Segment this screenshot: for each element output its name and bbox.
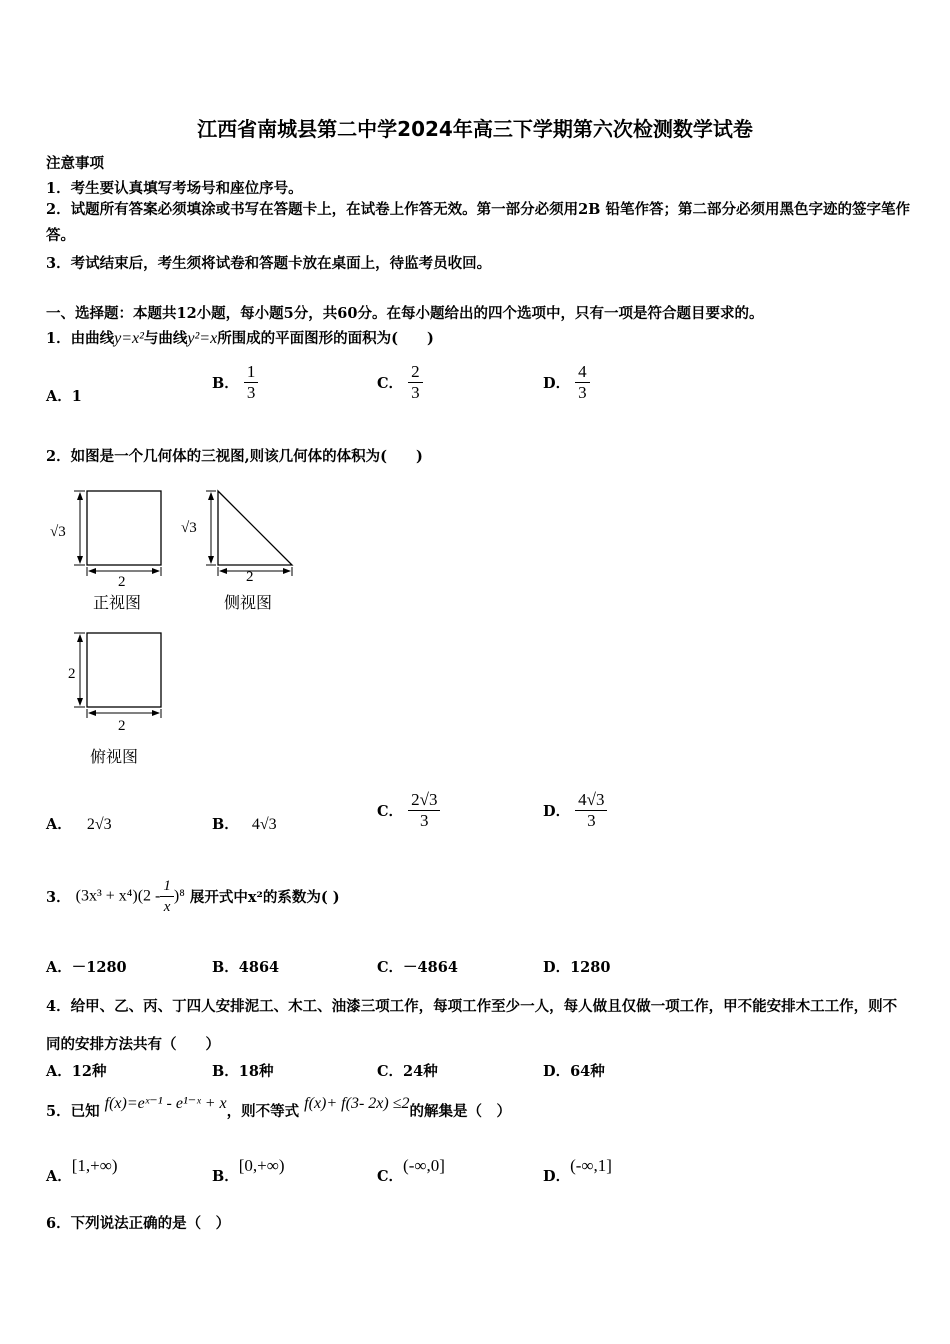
q3-option-d[interactable] (543, 956, 610, 977)
q3-expr-b: )⁸ (173, 887, 185, 905)
top-view (68, 633, 161, 766)
q1-curve-1: y=x² (114, 330, 144, 347)
q3-frac-num: 1 (160, 876, 174, 897)
q3-number: 3． (46, 889, 71, 906)
q3-option-c-label: C． (377, 959, 404, 976)
top-height-label: 2 (68, 666, 76, 682)
q5-option-a-value: [1,+∞) (71, 1156, 118, 1175)
q1-option-a-label: A． (46, 388, 72, 405)
q5-option-c[interactable] (377, 1155, 445, 1185)
q3-option-a-value: －1280 (71, 959, 127, 976)
q3-option-a-label: A． (46, 959, 72, 976)
q1-option-a[interactable] (46, 385, 82, 406)
question-3-stem (46, 876, 340, 917)
side-width-label: 2 (246, 569, 254, 585)
q1-option-c-fraction (408, 362, 423, 403)
q4-option-a-label: A． (46, 1063, 72, 1080)
q1-option-b-fraction (244, 362, 259, 403)
q1-option-d[interactable] (543, 362, 590, 403)
q2-option-c-fraction (408, 790, 440, 831)
q2-option-c-den: 3 (420, 811, 429, 830)
q1-option-d-label: D． (543, 375, 571, 392)
q4-option-b[interactable] (212, 1060, 273, 1081)
q1-option-d-fraction (575, 362, 590, 403)
question-2-stem: 2．如图是一个几何体的三视图,则该几何体的体积为( ) (46, 448, 423, 465)
side-height-label: √3 (181, 520, 197, 536)
top-view-caption: 俯视图 (90, 747, 139, 766)
q1-curve-2: y²=x (187, 330, 218, 347)
top-view-square (87, 633, 161, 707)
top-width-label: 2 (118, 718, 126, 734)
q1-option-b-den: 3 (246, 383, 256, 402)
q3-fraction (160, 876, 174, 917)
q5-option-b-label: B． (212, 1168, 239, 1185)
question-4-stem: 4．给甲、乙、丙、丁四人安排泥工、木工、油漆三项工作，每项工作至少一人，每人做且仅做一项工作，甲不能安排木工工作，则不同的安排方法共有（ ） (46, 998, 898, 1053)
q5-post: 的解集是（ ） (409, 1103, 511, 1120)
question-5-stem (46, 1095, 511, 1121)
q2-option-d-num: 4√3 (575, 790, 607, 811)
q1-option-c-den: 3 (411, 383, 420, 402)
note-item-3: 3．考试结束后，考生须将试卷和答题卡放在桌面上，待监考员收回。 (46, 255, 492, 272)
q2-option-a-label: A． (46, 816, 72, 833)
front-view (50, 491, 161, 612)
front-view-caption: 正视图 (93, 593, 142, 612)
q3-option-c-value: －4864 (403, 959, 458, 976)
q1-mid: 与曲线 (143, 330, 188, 347)
q5-option-a[interactable] (46, 1155, 118, 1185)
q4-option-b-value: 18种 (238, 1063, 274, 1080)
front-view-square (87, 491, 161, 565)
side-view-caption: 侧视图 (224, 593, 273, 612)
q5-option-b[interactable] (212, 1155, 285, 1185)
q1-option-c-label: C． (377, 375, 404, 392)
q3-option-b-label: B． (212, 959, 239, 976)
q3-post: 展开式中x²的系数为( ) (189, 889, 340, 906)
q2-option-a-value: 2√3 (86, 816, 112, 833)
q2-option-b-value: 4√3 (251, 816, 277, 833)
q4-option-a[interactable] (46, 1060, 106, 1081)
q1-option-c-num: 2 (408, 362, 423, 383)
q5-function: f(x)=eˣ⁻¹ - e¹⁻ˣ + x (104, 1095, 227, 1112)
q3-expr-a: (3x³ + x⁴)(2 - (75, 887, 161, 905)
front-height-label: √3 (50, 524, 66, 540)
three-view-figure (40, 480, 310, 770)
q5-option-c-value: (-∞,0] (403, 1156, 445, 1175)
page-title: 江西省南城县第二中学2024年高三下学期第六次检测数学试卷 (197, 117, 753, 141)
q2-option-d-fraction (575, 790, 607, 831)
q3-option-a[interactable] (46, 956, 127, 977)
q3-option-b[interactable] (212, 956, 279, 977)
q4-option-d-label: D． (543, 1063, 571, 1080)
q5-option-b-value: [0,+∞) (238, 1156, 285, 1175)
q4-option-c[interactable] (377, 1060, 438, 1081)
section-heading: 一、选择题：本题共12小题，每小题5分，共60分。在每小题给出的四个选项中，只有一项是符合题目要求的。 (46, 305, 764, 322)
q5-inequality: f(x)+ f(3- 2x) ≤2 (304, 1095, 410, 1112)
q1-option-b-label: B． (212, 375, 239, 392)
question-6-stem: 6．下列说法正确的是（ ） (46, 1215, 231, 1232)
q5-option-c-label: C． (377, 1168, 404, 1185)
q5-pre: 5．已知 (46, 1103, 100, 1120)
q1-option-d-num: 4 (575, 362, 590, 383)
q2-option-d-label: D． (543, 803, 571, 820)
q5-option-d-label: D． (543, 1168, 571, 1185)
q4-option-d[interactable] (543, 1060, 605, 1081)
q2-option-b-label: B． (212, 816, 239, 833)
q2-option-a[interactable] (46, 813, 112, 834)
q1-option-b[interactable] (212, 362, 258, 403)
q4-option-b-label: B． (212, 1063, 239, 1080)
q3-option-c[interactable] (377, 956, 458, 977)
q2-option-c-label: C． (377, 803, 404, 820)
q4-option-a-value: 12种 (71, 1063, 107, 1080)
q5-option-d-value: (-∞,1] (570, 1156, 612, 1175)
q4-option-c-value: 24种 (403, 1063, 438, 1080)
q1-post: 所围成的平面图形的面积为( ) (217, 330, 434, 347)
q5-option-a-label: A． (46, 1168, 72, 1185)
q1-option-c[interactable] (377, 362, 423, 403)
q1-pre: 1．由曲线 (46, 330, 115, 347)
side-view-triangle (218, 491, 292, 565)
side-view (181, 491, 292, 612)
q2-option-d-den: 3 (587, 811, 596, 830)
q3-option-b-value: 4864 (238, 959, 280, 976)
q2-option-b[interactable] (212, 813, 277, 834)
q2-option-c[interactable] (377, 790, 440, 831)
q2-option-c-num: 2√3 (408, 790, 440, 811)
q1-option-b-num: 1 (244, 362, 259, 383)
front-width-label: 2 (118, 574, 126, 590)
q3-option-d-label: D． (543, 959, 571, 976)
q2-option-d[interactable] (543, 790, 607, 831)
note-item-1: 1．考生要认真填写考场号和座位序号。 (46, 180, 303, 197)
q5-mid: ，则不等式 (226, 1103, 300, 1120)
q1-option-d-den: 3 (578, 383, 587, 402)
q3-option-d-value: 1280 (570, 959, 611, 976)
q1-option-a-value: 1 (71, 388, 82, 405)
question-1-stem (46, 327, 434, 348)
q5-option-d[interactable] (543, 1155, 612, 1185)
q4-option-d-value: 64种 (570, 1063, 605, 1080)
note-item-2: 2．试题所有答案必须填涂或书写在答题卡上，在试卷上作答无效。第一部分必须用2B 铅笔作答；第二部分必须用黑色字迹的签字笔作答。 (46, 201, 910, 244)
notes-heading: 注意事项 (46, 155, 104, 172)
q4-option-c-label: C． (377, 1063, 404, 1080)
q3-frac-den: x (163, 899, 171, 915)
